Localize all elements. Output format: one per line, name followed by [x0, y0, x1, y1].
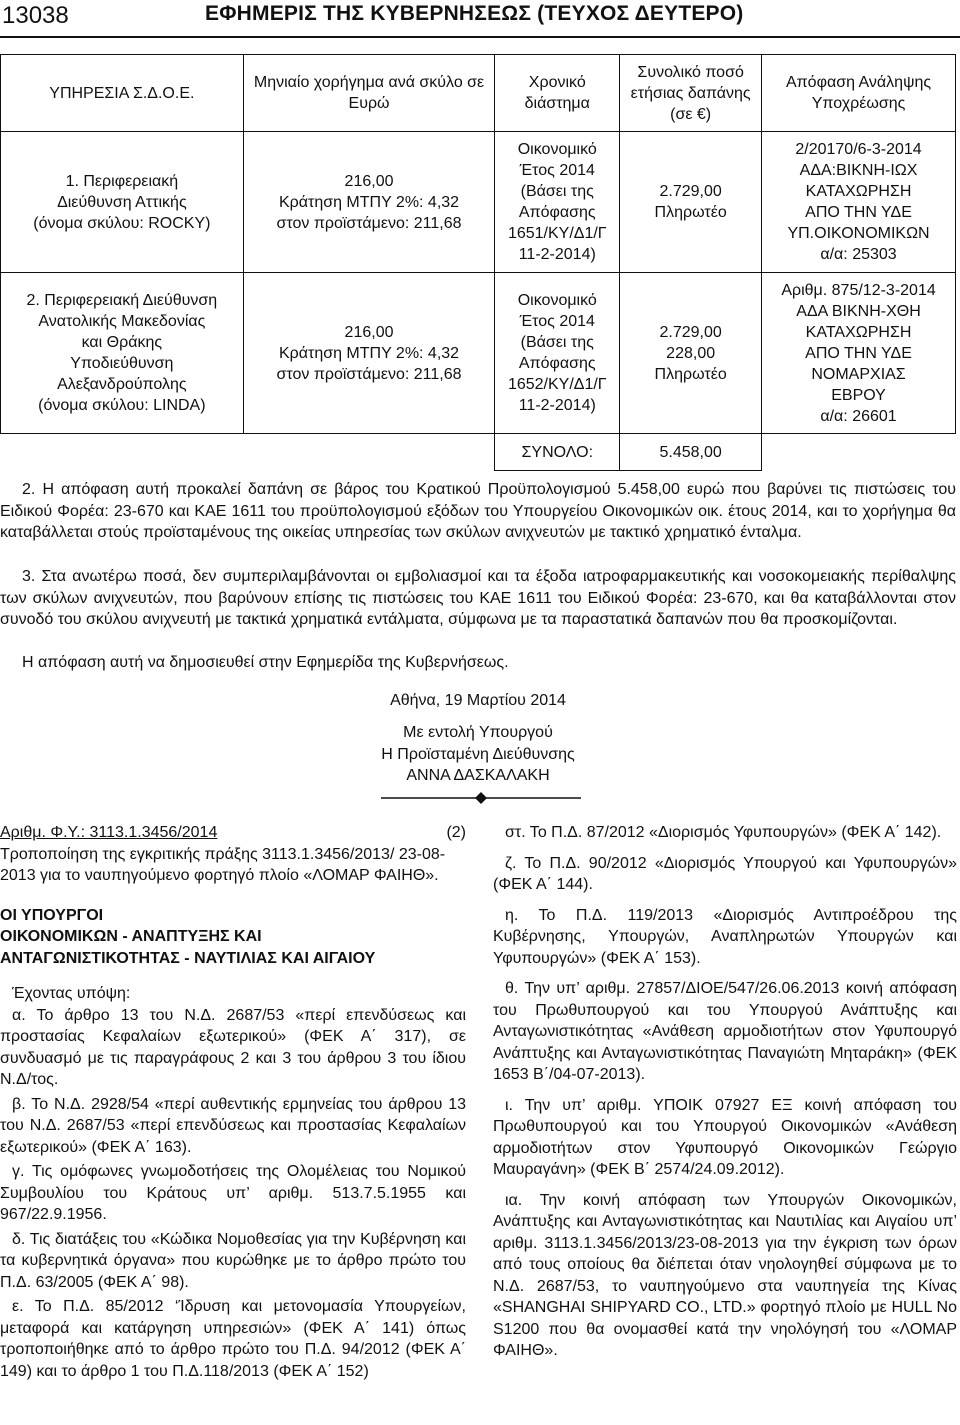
list-item: ε. Το Π.Δ. 85/2012 ‘Ίδρυση και μετονομασία Υπουργείων, μεταφορά και κατάργηση υπηρεσιών» (ΦΕΚ Α΄ 141) όπως τροποποιήθηκε από το άρθρο πρώτο του Π.Δ. 94/2012 (ΦΕΚ Α΄ 149) και το άρθρο 1 του Π.Δ.118/2013 (ΦΕΚ Α΄ 152) — [0, 1298, 466, 1380]
period-cell: Οικονομικό Έτος 2014 (Βάσει της Απόφασης 1651/ΚΥ/Δ1/Γ 11-2-2014) — [495, 132, 620, 273]
list-item: α. Το άρθρο 13 του Ν.Δ. 2687/53 «περί επενδύσεως και προστασίας Κεφαλαίων εξωτερικού» (ΦΕΚ Α΄ 317), σε συνδυασμό με τις παραγράφους 2 και 3 του άρθρου 3 του ίδιου Ν.Δ/τος. — [0, 1006, 466, 1088]
amount-cell: 2.729,00 228,00 Πληρωτέο — [620, 273, 762, 434]
signer-name: ΑΝΝΑ ΔΑΣΚΑΛΑΚΗ — [406, 767, 550, 784]
ministers-line-3: ΑΝΤΑΓΩΝΙΣΤΙΚΟΤΗΤΑΣ - ΝΑΥΤΙΛΙΑΣ ΚΑΙ ΑΙΓΑΙΟΥ — [0, 949, 376, 967]
column-header: Μηνιαίο χορήγημα ανά σκύλο σε Ευρώ — [243, 55, 495, 132]
list-item: στ. Το Π.Δ. 87/2012 «Διορισμός Υφυπουργών» (ΦΕΚ Α΄ 142). — [505, 824, 942, 841]
table-header-row — [1, 55, 956, 132]
decision-cell: 2/20170/6-3-2014 ΑΔΑ:ΒΙΚΝΗ-ΙΩΧ ΚΑΤΑΧΩΡΗΣΗ ΑΠΟ ΤΗΝ ΥΔΕ ΥΠ.ΟΙΚΟΝΟΜΙΚΩΝ α/α: 25303 — [762, 132, 956, 273]
total-row — [1, 434, 956, 471]
right-column — [493, 822, 957, 1371]
table-row — [1, 132, 956, 273]
total-value: 5.458,00 — [620, 434, 762, 471]
order-line: Με εντολή Υπουργού — [403, 724, 553, 741]
decision-seq: (2) — [446, 824, 466, 841]
column-header: Συνολικό ποσό ετήσιας δαπάνης (σε €) — [620, 55, 762, 132]
allowance-table — [0, 54, 956, 471]
service-cell: 1. Περιφερειακή Διεύθυνση Αττικής (όνομα σκύλου: ROCKY) — [1, 132, 244, 273]
service-cell: 2. Περιφερειακή Διεύθυνση Ανατολικής Μακεδονίας και Θράκης Υποδιεύθυνση Αλεξανδρούπολης (όνομα σκύλου: LINDA) — [1, 273, 244, 434]
gazette-title: ΕΦΗΜΕΡΙΣ ΤΗΣ ΚΥΒΕΡΝΗΣΕΩΣ (ΤΕΥΧΟΣ ΔΕΥΤΕΡΟ) — [205, 2, 744, 25]
publish-line: Η απόφαση αυτή να δημοσιευθεί στην Εφημερίδα της Κυβερνήσεως. — [22, 654, 509, 671]
paragraph-2: 2. Η απόφαση αυτή προκαλεί δαπάνη σε βάρος του Κρατικού Προϋπολογισμού 5.458,00 ευρώ που βαρύνει τις πιστώσεις του Ειδικού Φορέα: 23-670 και ΚΑΕ 1611 του προϋπολογισμού εξόδων του Υπουργείου Οικονομικών οικ. έτους 2014, και το χορήγημα θα καταβάλλεται στούς προϊσταμένους της οικείας υπηρεσίας των σκύλων ανιχνευτών με τακτικό χρηματικό ένταλμα. — [0, 481, 956, 541]
role-line: Η Προϊσταμένη Διεύθυνσης — [381, 746, 575, 763]
diamond-separator-icon — [381, 792, 581, 804]
table-row — [1, 273, 956, 434]
decision-number: Αριθμ. Φ.Υ.: 3113.1.3456/2014 — [0, 824, 218, 841]
ministers-line-1: ΟΙ ΥΠΟΥΡΓΟΙ — [0, 906, 104, 924]
decision-number-line — [0, 822, 466, 844]
list-item: γ. Τις ομόφωνες γνωμοδοτήσεις της Ολομέλειας του Νομικού Συμβουλίου του Κράτους υπ’ αριθμ. 513.7.5.1955 και 967/22.9.1956. — [0, 1163, 466, 1223]
list-item: ι. Την υπ’ αριθμ. ΥΠΟΙΚ 07927 ΕΞ κοινή απόφαση του Πρωθυπουργού και του Υπουργού Οικονομικών «Ανάθεση αρμοδιοτήτων στον Υφυπουργό Οικονομικών Γεώργιο Μαυραγάνη» (ΦΕΚ Β΄ 2574/24.09.2012). — [493, 1096, 957, 1178]
left-column — [0, 822, 466, 1382]
page-header — [0, 0, 960, 38]
grant-cell: 216,00 Κράτηση ΜΤΠΥ 2%: 4,32 στον προϊστάμενο: 211,68 — [243, 273, 495, 434]
decision-cell: Αριθμ. 875/12-3-2014 ΑΔΑ ΒΙΚΝΗ-ΧΘΗ ΚΑΤΑΧΩΡΗΣΗ ΑΠΟ ΤΗΝ ΥΔΕ ΝΟΜΑΡΧΙΑΣ ΕΒΡΟΥ α/α: 26601 — [762, 273, 956, 434]
period-cell: Οικονομικό Έτος 2014 (Βάσει της Απόφασης 1652/ΚΥ/Δ1/Γ 11-2-2014) — [495, 273, 620, 434]
column-header: Χρονικό διάστημα — [495, 55, 620, 132]
decision-title: Τροποποίηση της εγκριτικής πράξης 3113.1.3456/2013/ 23-08-2013 για το ναυπηγούμενο φορτηγό πλοίο «ΛΟΜΑΡ ΦΑΙΗΘ». — [0, 845, 446, 884]
list-item: β. Το Ν.Δ. 2928/54 «περί αυθεντικής ερμηνείας του άρθρου 13 του Ν.Δ. 2687/53 «περί επενδύσεως και προστασίας Κεφαλαίων εξωτερικού» (ΦΕΚ Α΄ 163). — [0, 1095, 466, 1156]
list-item: θ. Την υπ’ αριθμ. 27857/ΔΙΟΕ/547/26.06.2013 κοινή απόφαση του Πρωθυπουργού και του Υπουργού Ανάπτυξης και Ανταγωνιστικότητας «Ανάθεση αρμοδιοτήτων στον Υφυπουργό Ανάπτυξης και Ανταγωνιστικότητας Παναγιώτη Μηταράκη» (ΦΕΚ 1653 Β΄/04-07-2013). — [493, 980, 957, 1083]
list-item: η. Το Π.Δ. 119/2013 «Διορισμός Αντιπροέδρου της Κυβέρνησης, Υπουργών, Αναπληρωτών Υπουργών και Υφυπουργών» (ΦΕΚ Α΄ 153). — [493, 906, 957, 967]
page-number: 13038 — [2, 2, 69, 29]
paragraph-3: 3. Στα ανωτέρω ποσά, δεν συμπεριλαμβάνονται οι εμβολιασμοί και τα έξοδα ιατροφαρμακευτικής και νοσοκομειακής περίθαλψης των σκύλων ανιχνευτών, που βαρύνουν επίσης τις πιστώσεις του ΚΑΕ 1611 του Ειδικού Φορέα: 23-670, και θα καταβάλλονται στον συνοδό του σκύλου ανιχνευτή με τακτικά χρηματικά εντάλματα, σύμφωνα με τα παραστατικά δαπανών που θα προσκομίζονται. — [0, 568, 956, 628]
list-item: δ. Τις διατάξεις του «Κώδικα Νομοθεσίας για την Κυβέρνηση και τα κυβερνητικά όργανα» που κυρώθηκε με το άρθρο πρώτο του Π.Δ. 63/2005 (ΦΕΚ Α΄ 98). — [0, 1230, 466, 1291]
column-header: ΥΠΗΡΕΣΙΑ Σ.Δ.Ο.Ε. — [1, 55, 244, 132]
list-item: ια. Την κοινή απόφαση των Υπουργών Οικονομικών, Ανάπτυξης και Ανταγωνιστικότητας και Ναυτιλίας και Αιγαίου υπ’ αριθμ. 3113.1.3456/2013/23-08-2013 για την έγκριση των όρων από τους οποίους θα διέπεται όταν νηολογηθεί σύμφωνα με το Ν.Δ. 2687/53, το ναυπηγούμενο στα ναυπηγεία της Κίνας «SHANGHAI SHIPYARD CO., LTD.» φορτηγό πλοίο με HULL No S1200 που θα ονομασθεί κατά την νηολόγησή του «ΛΟΜΑΡ ΦΑΙΗΘ». — [493, 1191, 957, 1359]
considering-line: Έχοντας υπόψη: — [12, 985, 131, 1002]
grant-cell: 216,00 Κράτηση ΜΤΠΥ 2%: 4,32 στον προϊστάμενο: 211,68 — [243, 132, 495, 273]
list-item: ζ. Το Π.Δ. 90/2012 «Διορισμός Υπουργού και Υφυπουργών» (ΦΕΚ Α΄ 144). — [493, 854, 957, 893]
place-date: Αθήνα, 19 Μαρτίου 2014 — [390, 692, 566, 709]
column-header: Απόφαση Ανάληψης Υποχρέωσης — [762, 55, 956, 132]
total-label: ΣΥΝΟΛΟ: — [495, 434, 620, 471]
amount-cell: 2.729,00 Πληρωτέο — [620, 132, 762, 273]
ministers-line-2: ΟΙΚΟΝΟΜΙΚΩΝ - ΑΝΑΠΤΥΞΗΣ ΚΑΙ — [0, 928, 262, 945]
